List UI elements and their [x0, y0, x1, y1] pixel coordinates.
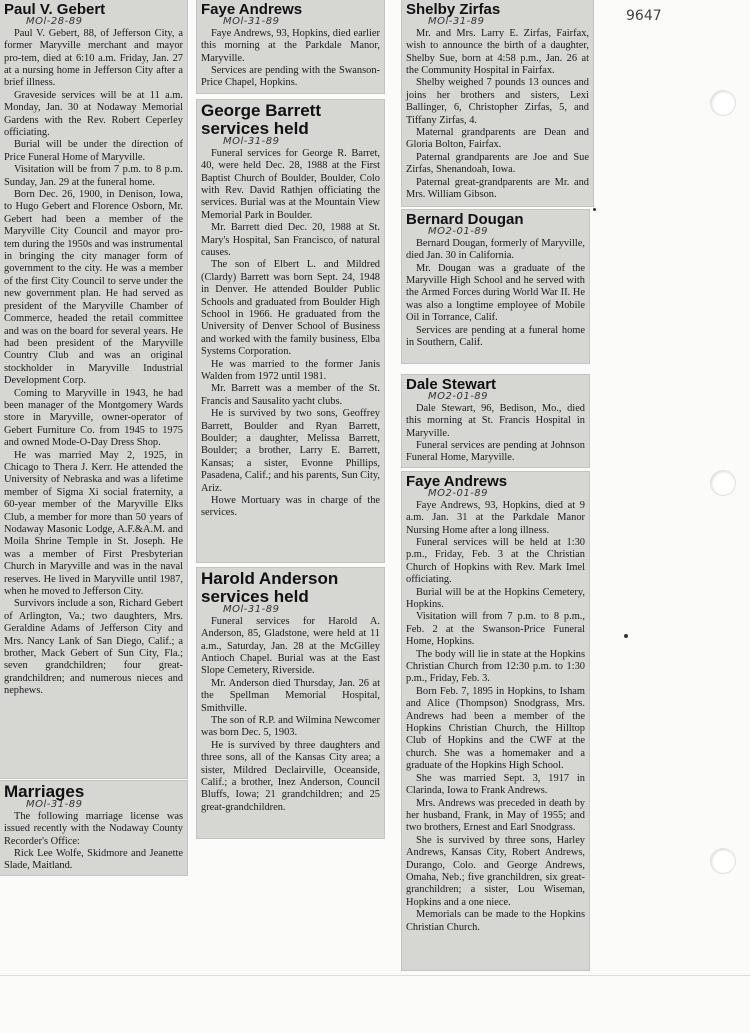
paragraph: Born Dec. 26, 1900, in Denison, Iowa, to Hugo Gebert and Florence Osborn, Mr. Gebert had been a member of the Maryville City Council and mayor pro-tem during the 1950s and was instrumental in bringing the city manager form of government to the city. He was a member of the first City Council to serve under the new government plan. He had served as president of the Maryville Chamber of Commerce, headed the retail committee and was on the board for several years. He had been president of the Maryville Country Club and was an original stockholder in Maryville Industrial Development Corp.: [4, 189, 183, 387]
paragraph: Mr. Barrett was a member of the St. Francis and Sausalito yacht clubs.: [201, 383, 380, 407]
paragraph: Visitation will be from 7 p.m. to 8 p.m. Sunday, Jan. 29 at the funeral home.: [4, 164, 183, 188]
clipping-shelby-zirfas: [402, 0, 593, 206]
handwritten-date: MOl-31-89: [26, 798, 83, 810]
paragraph: Funeral services will be held at 1:30 p.m., Friday, Feb. 3 at the Christian Church of Hopkins with Rev. Mark Imel officiating.: [406, 536, 585, 586]
headline: Shelby Zirfas: [406, 1, 501, 18]
paragraph: Faye Andrews, 93, Hopkins, died earlier this morning at the Parkdale Manor, Maryville.: [201, 27, 380, 64]
headline: Bernard Dougan: [406, 211, 524, 228]
headline-line-2: services held: [201, 118, 309, 138]
paragraph: Howe Mortuary was in charge of the services.: [201, 495, 380, 519]
headline: George Barrett: [201, 101, 321, 120]
paragraph: Maternal grandparents are Dean and Gloria Bolton, Fairfax.: [406, 127, 589, 151]
clipping-dale-stewart: [402, 375, 589, 467]
paragraph: Funeral services are pending at Johnson Funeral Home, Maryville.: [406, 439, 585, 464]
paragraph: Burial will be under the direction of Price Funeral Home of Maryville.: [4, 139, 183, 163]
handwritten-date: MO2-01-89: [428, 225, 489, 237]
paragraph: Shelby weighed 7 pounds 13 ounces and joins her brothers and sisters, Lexi Ballinger, 6, Christopher Zirfas, 5, and Tiffany Zirfas, 4.: [406, 77, 589, 126]
paragraph: Services are pending at a funeral home in Southern, Calif.: [406, 324, 585, 348]
punch-hole-middle: [710, 470, 736, 496]
paragraph: Faye Andrews, 93, Hopkins, died at 9 a.m. Jan. 31 at the Parkdale Manor Nursing Home after a long illness.: [406, 499, 585, 536]
paragraph: He is survived by two sons, Geoffrey Barrett, Boulder and Ryan Barrett, Boulder; a daughter, Melissa Barrett, Boulder; a brother, Larry E. Barrett, Kansas; a sister, Evonne Phillips, Pasadena, Calif.; and his parents, Sun City, Ariz.: [201, 408, 380, 494]
paragraph: Funeral services for George R. Barret, 40, were held Dec. 28, 1988 at the First Baptist Church of Boulder, Boulder, Colo with Rev. David Rathjen officiating the services. Burial was at the Mountain View Memorial Park in Boulder.: [201, 147, 380, 221]
paragraph: The following marriage license was issued recently with the Nodaway County Recorder's Office:: [4, 810, 183, 847]
headline: Paul V. Gebert: [4, 1, 106, 18]
handwritten-date: MOl-31-89: [223, 603, 280, 615]
paragraph: Funeral services for Harold A. Anderson, 85, Gladstone, were held at 11 a.m., Saturday, Jan. 28 at the McGilley Antioch Chapel. Burial was at the East Slope Cemetery, Riverside.: [201, 615, 380, 677]
paragraph: Mr. and Mrs. Larry E. Zirfas, Fairfax, wish to announce the birth of a daughter, Shelby Sue, born at 4:58 p.m., Jan. 26 at the Community Hospital in Fairfax.: [406, 27, 589, 76]
paragraph: Survivors include a son, Richard Gebert of Arlington, Va.; two daughters, Mrs. Geraldine Adams of Jefferson City and Mrs. Nancy Lank of San Diego, Calif.; a brother, Mack Gebert of Sun City, Fla.; seven grandchildren; four great-grandchildren; and numerous nieces and nephews.: [4, 598, 183, 697]
headline: Harold Anderson: [201, 569, 339, 588]
paragraph: She is survived by three sons, Harley Andrews, Kansas City, Robert Andrews, Durango, Colo. and George Andrews, Omaha, Neb.; five granchildren, six great-granchildren; a sister, Lou Wiseman, Hopkins and a one niece.: [406, 834, 585, 908]
punch-hole-top: [710, 90, 736, 116]
paragraph: Mrs. Andrews was preceded in death by her husband, Frank, in May of 1955; and two brothers, Ernest and Earl Snodgrass.: [406, 797, 585, 834]
paragraph: Burial will be at the Hopkins Cemetery, Hopkins.: [406, 586, 585, 610]
paragraph: Mr. Barrett died Dec. 20, 1988 at St. Mary's Hospital, San Francisco, of natural causes.: [201, 222, 380, 258]
handwritten-date: MOl-28-89: [26, 15, 83, 27]
clipping-marriages: [0, 781, 187, 875]
headline-line-2: services held: [201, 586, 309, 606]
paragraph: Memorials can be made to the Hopkins Christian Church.: [406, 909, 585, 933]
paragraph: Mr. Dougan was a graduate of the Maryville High School and he served with the Armed Forces during World War II. He was also a longtime employee of Mobile Oil in Torrance, Calif.: [406, 262, 585, 324]
paragraph: Dale Stewart, 96, Bedison, Mo., died this morning at St. Francis Hospital in Maryville.: [406, 402, 585, 439]
paragraph: He was married to the former Janis Walden from 1972 until 1981.: [201, 358, 380, 382]
headline: Faye Andrews: [201, 1, 303, 18]
handwritten-date: MOl-31-89: [223, 135, 280, 147]
paragraph: He is survived by three daughters and three sons, all of the Kansas City area; a sister, Mildred Declairville, Oceanside, Calif.; a brother, Inez Anderson, Council Bluffs, Iowa; 21 grandchildren; and 25 great-grandchildren.: [201, 739, 380, 813]
paragraph: Bernard Dougan, formerly of Maryville, died Jan. 30 in California.: [406, 237, 585, 262]
paragraph: Born Feb. 7, 1895 in Hopkins, to Isham and Alice (Thompson) Snodgrass, Mrs. Andrews had been a member of the Hopkins Christian Church, the Hilltop Club of Hopkins and the CWF at the church. She was a homemaker and a graduate of the Hopkins High School.: [406, 685, 585, 772]
handwritten-date: MO2-01-89: [428, 487, 489, 499]
clipping-harold-anderson: [197, 568, 384, 838]
paragraph: She was married Sept. 3, 1917 in Clarinda, Iowa to Frank Andrews.: [406, 772, 585, 797]
paragraph: He was married May 2, 1925, in Chicago to Thera J. Kerr. He attended the University of Nebraska and was a lifetime member of Sigma Xi social fraternity, a 60-year member of the Maryville Elks Club, a member for more than 50 years of Nodaway Masonic Lodge, A.F.&A.M. and Moila Shrine Temple in St. Joseph. He was a member of First Presbyterian Church in Maryville and was in the naval reserves. He lived in Maryville until 1987, when he moved to Jefferson City.: [4, 449, 183, 598]
paragraph: Services are pending with the Swanson-Price Chapel, Hopkins.: [201, 64, 380, 89]
handwritten-date: MOl-31-89: [428, 15, 485, 27]
clipping-george-barrett: [197, 100, 384, 562]
paragraph: Visitation will from 7 p.m. to 8 p.m., Feb. 2 at the Swanson-Price Funeral Home, Hopkins.: [406, 611, 585, 648]
paragraph: Mr. Anderson died Thursday, Jan. 26 at the Spellman Memorial Hospital, Smithville.: [201, 677, 380, 714]
speck: [624, 634, 628, 638]
clipping-faye-andrews-long: [402, 472, 589, 970]
page-number: 9647: [626, 8, 662, 24]
clipping-bernard-dougan: [402, 210, 589, 363]
paragraph: The son of R.P. and Wilmina Newcomer was born Dec. 5, 1903.: [201, 714, 380, 739]
paragraph: Coming to Maryville in 1943, he had been manager of the Montgomery Wards store in Maryville, owner-operator of Gebert Furniture Co. from 1945 to 1975 and owned Mode-O-Day Dress Shop.: [4, 387, 183, 449]
headline: Faye Andrews: [406, 473, 508, 490]
paragraph: The son of Elbert L. and Mildred (Clardy) Barrett was born Sept. 24, 1948 in Denver. He attended Boulder Public Schools and graduated from Boulder High School in 1966. He graduated from the University of Denver School of Business and worked with the family business, Elba Systems Corporation.: [201, 259, 380, 358]
article-body: [4, 28, 183, 698]
paragraph: Paternal great-grandparents are Mr. and Mrs. William Gibson.: [406, 176, 589, 201]
handwritten-date: MO2-01-89: [428, 390, 489, 402]
paragraph: The body will lie in state at the Hopkins Christian Church from 12:30 p.m. to 1:30 p.m., Friday, Feb. 3.: [406, 648, 585, 685]
scan-edge: [0, 975, 750, 976]
handwritten-date: MOl-31-89: [223, 15, 280, 27]
paragraph: Rick Lee Wolfe, Skidmore and Jeanette Slade, Maitland.: [4, 848, 183, 872]
clipping-gebert: [0, 0, 187, 778]
headline: Dale Stewart: [406, 376, 497, 393]
speck: [593, 208, 596, 211]
punch-hole-bottom: [710, 848, 736, 874]
paragraph: Graveside services will be at 11 a.m. Monday, Jan. 30 at Nodaway Memorial Gardens with the Rev. Robert Ceperley officiating.: [4, 89, 183, 138]
paragraph: Paternal grandparents are Joe and Sue Zirfas, Shenandoah, Iowa.: [406, 151, 589, 176]
headline: Marriages: [4, 782, 85, 801]
paragraph: Paul V. Gebert, 88, of Jefferson City, a former Maryville merchant and mayor pro-tem, died at 6:10 a.m. Friday, Jan. 27 at a nursing home in Jefferson City after a brief illness.: [4, 27, 183, 89]
clipping-faye-andrews-short: [197, 0, 384, 93]
